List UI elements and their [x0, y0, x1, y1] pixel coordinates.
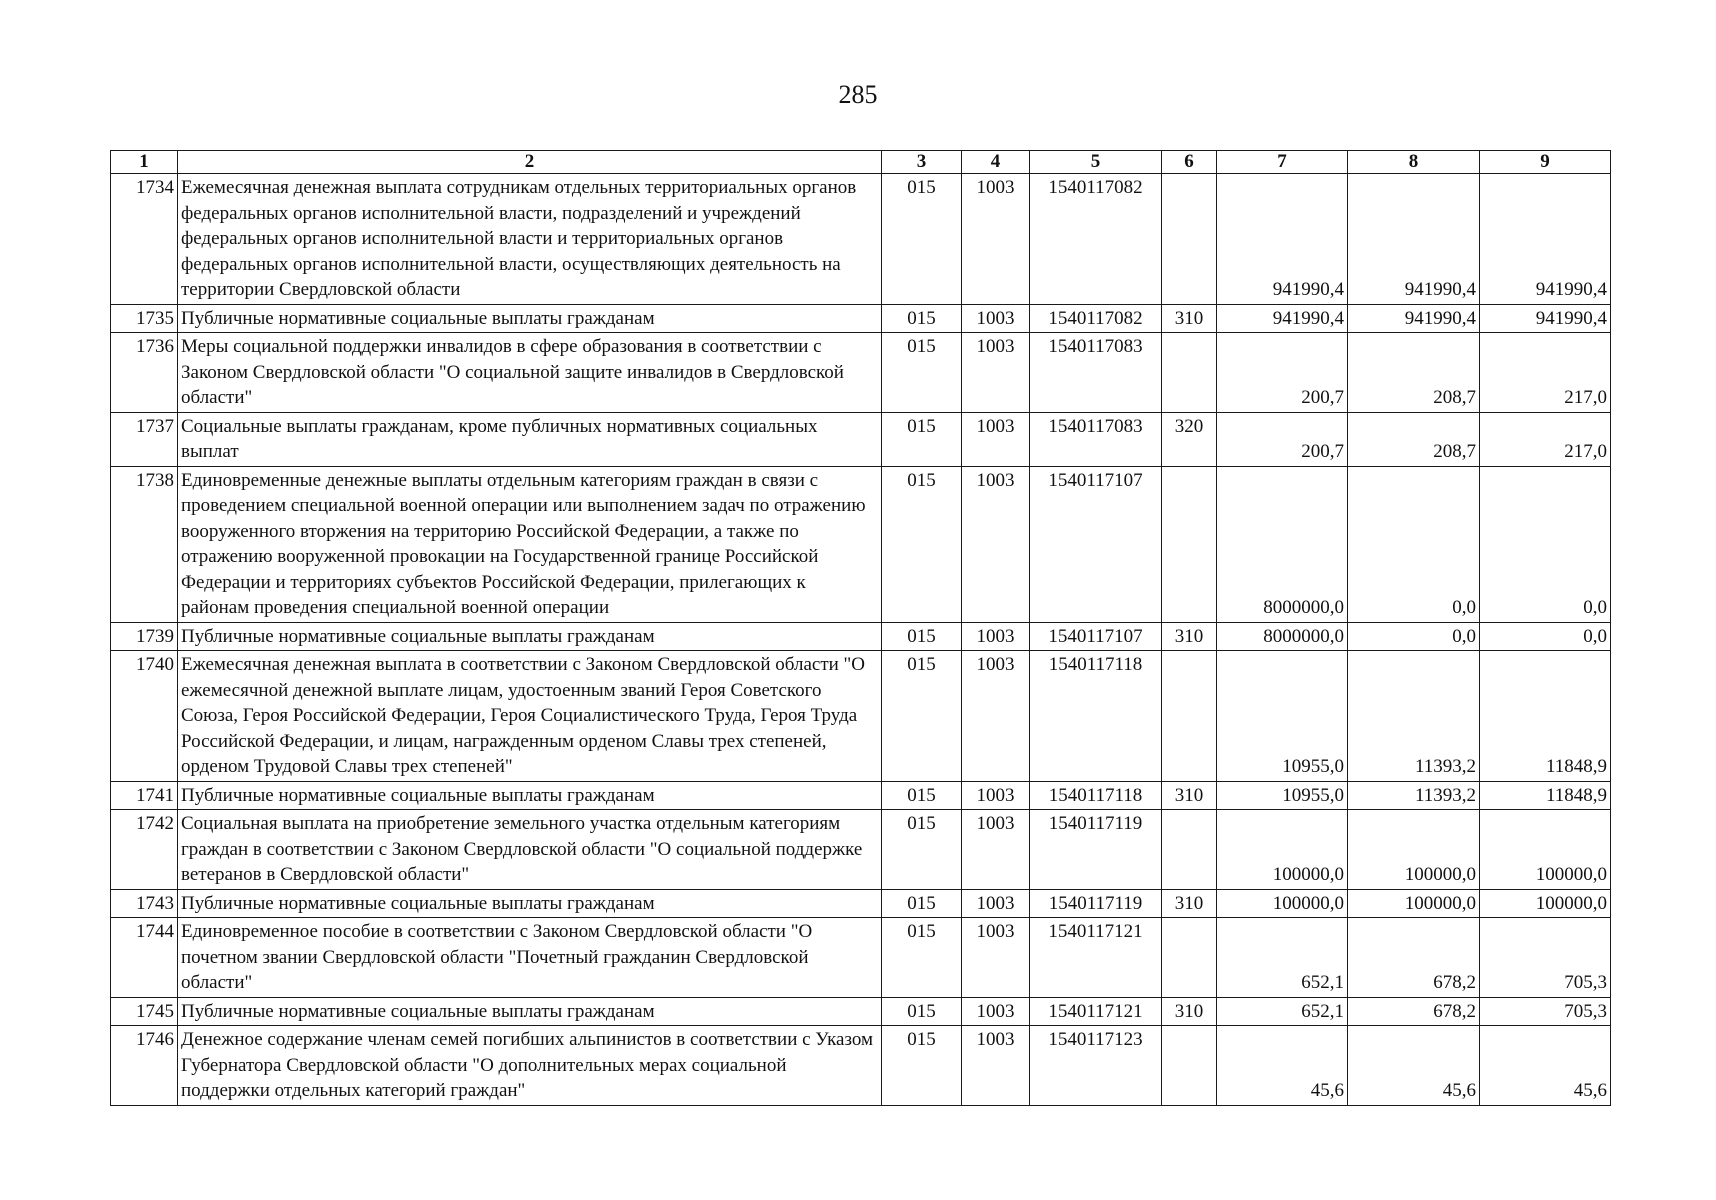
row-number-cell: 1737 — [111, 412, 178, 466]
amount-col7-cell: 200,7 — [1217, 333, 1348, 413]
row-number-cell: 1735 — [111, 304, 178, 333]
target-article-cell: 1540117123 — [1030, 1026, 1162, 1106]
target-article-cell: 1540117118 — [1030, 781, 1162, 810]
amount-col8-cell: 208,7 — [1348, 333, 1480, 413]
section-code-cell: 1003 — [962, 622, 1030, 651]
section-code-cell: 1003 — [962, 333, 1030, 413]
row-name-cell: Публичные нормативные социальные выплаты гражданам — [178, 622, 882, 651]
table-row — [111, 1026, 1611, 1106]
section-code-cell: 1003 — [962, 889, 1030, 918]
expense-type-cell: 310 — [1162, 781, 1217, 810]
column-header: 5 — [1030, 151, 1162, 174]
amount-col9-cell: 705,3 — [1480, 997, 1611, 1026]
row-number-cell: 1736 — [111, 333, 178, 413]
section-code-cell: 1003 — [962, 810, 1030, 890]
table-row — [111, 997, 1611, 1026]
ministry-code-cell: 015 — [882, 918, 962, 998]
target-article-cell: 1540117082 — [1030, 304, 1162, 333]
table-row — [111, 918, 1611, 998]
section-code-cell: 1003 — [962, 304, 1030, 333]
expense-type-cell — [1162, 918, 1217, 998]
section-code-cell: 1003 — [962, 781, 1030, 810]
row-name-cell: Ежемесячная денежная выплата в соответствии с Законом Свердловской области "О ежемесячной денежной выплате лицам, удостоенным званий Героя Советского Союза, Героя Российской Федерации, Героя Социалистического Труда, Героя Труда Российской Федерации, и лицам, награжденным орденом Славы трех степеней, орденом Трудовой Славы трех степеней" — [178, 651, 882, 782]
ministry-code-cell: 015 — [882, 889, 962, 918]
ministry-code-cell: 015 — [882, 304, 962, 333]
ministry-code-cell: 015 — [882, 997, 962, 1026]
section-code-cell: 1003 — [962, 997, 1030, 1026]
budget-table — [110, 150, 1611, 1106]
target-article-cell: 1540117107 — [1030, 466, 1162, 622]
amount-col9-cell: 11848,9 — [1480, 651, 1611, 782]
table-body — [111, 174, 1611, 1106]
expense-type-cell: 320 — [1162, 412, 1217, 466]
amount-col9-cell: 941990,4 — [1480, 174, 1611, 305]
row-number-cell: 1745 — [111, 997, 178, 1026]
row-name-cell: Ежемесячная денежная выплата сотрудникам отдельных территориальных органов федеральных органов исполнительной власти, подразделений и учреждений федеральных органов исполнительной власти и территориальных органов федеральных органов исполнительной власти, осуществляющих деятельность на территории Свердловской области — [178, 174, 882, 305]
amount-col9-cell: 941990,4 — [1480, 304, 1611, 333]
amount-col7-cell: 10955,0 — [1217, 651, 1348, 782]
amount-col9-cell: 100000,0 — [1480, 810, 1611, 890]
expense-type-cell — [1162, 1026, 1217, 1106]
amount-col7-cell: 100000,0 — [1217, 810, 1348, 890]
row-number-cell: 1734 — [111, 174, 178, 305]
column-header: 9 — [1480, 151, 1611, 174]
amount-col9-cell: 45,6 — [1480, 1026, 1611, 1106]
target-article-cell: 1540117121 — [1030, 997, 1162, 1026]
header-row — [111, 151, 1611, 174]
row-number-cell: 1744 — [111, 918, 178, 998]
expense-type-cell — [1162, 466, 1217, 622]
amount-col8-cell: 11393,2 — [1348, 781, 1480, 810]
row-name-cell: Социальные выплаты гражданам, кроме публичных нормативных социальных выплат — [178, 412, 882, 466]
row-number-cell: 1743 — [111, 889, 178, 918]
page-number: 285 — [838, 80, 878, 109]
section-code-cell: 1003 — [962, 412, 1030, 466]
table-row — [111, 412, 1611, 466]
column-header: 1 — [111, 151, 178, 174]
section-code-cell: 1003 — [962, 174, 1030, 305]
amount-col7-cell: 100000,0 — [1217, 889, 1348, 918]
amount-col7-cell: 8000000,0 — [1217, 622, 1348, 651]
amount-col7-cell: 941990,4 — [1217, 174, 1348, 305]
row-number-cell: 1746 — [111, 1026, 178, 1106]
target-article-cell: 1540117119 — [1030, 889, 1162, 918]
table-row — [111, 889, 1611, 918]
amount-col9-cell: 217,0 — [1480, 333, 1611, 413]
column-header: 6 — [1162, 151, 1217, 174]
amount-col8-cell: 100000,0 — [1348, 810, 1480, 890]
amount-col7-cell: 8000000,0 — [1217, 466, 1348, 622]
ministry-code-cell: 015 — [882, 1026, 962, 1106]
row-number-cell: 1742 — [111, 810, 178, 890]
amount-col8-cell: 678,2 — [1348, 918, 1480, 998]
amount-col8-cell: 100000,0 — [1348, 889, 1480, 918]
ministry-code-cell: 015 — [882, 466, 962, 622]
section-code-cell: 1003 — [962, 466, 1030, 622]
row-number-cell: 1738 — [111, 466, 178, 622]
target-article-cell: 1540117083 — [1030, 412, 1162, 466]
column-header: 2 — [178, 151, 882, 174]
column-header: 7 — [1217, 151, 1348, 174]
row-name-cell: Денежное содержание членам семей погибших альпинистов в соответствии с Указом Губернатора Свердловской области "О дополнительных мерах социальной поддержки отдельных категорий граждан" — [178, 1026, 882, 1106]
ministry-code-cell: 015 — [882, 651, 962, 782]
row-name-cell: Меры социальной поддержки инвалидов в сфере образования в соответствии с Законом Свердловской области "О социальной защите инвалидов в Свердловской области" — [178, 333, 882, 413]
amount-col7-cell: 941990,4 — [1217, 304, 1348, 333]
amount-col7-cell: 10955,0 — [1217, 781, 1348, 810]
expense-type-cell — [1162, 333, 1217, 413]
expense-type-cell: 310 — [1162, 889, 1217, 918]
expense-type-cell — [1162, 651, 1217, 782]
row-name-cell: Публичные нормативные социальные выплаты гражданам — [178, 889, 882, 918]
section-code-cell: 1003 — [962, 1026, 1030, 1106]
row-number-cell: 1741 — [111, 781, 178, 810]
expense-type-cell — [1162, 174, 1217, 305]
amount-col7-cell: 652,1 — [1217, 997, 1348, 1026]
section-code-cell: 1003 — [962, 918, 1030, 998]
row-name-cell: Публичные нормативные социальные выплаты гражданам — [178, 781, 882, 810]
amount-col9-cell: 11848,9 — [1480, 781, 1611, 810]
amount-col9-cell: 705,3 — [1480, 918, 1611, 998]
ministry-code-cell: 015 — [882, 174, 962, 305]
table-row — [111, 781, 1611, 810]
amount-col9-cell: 0,0 — [1480, 622, 1611, 651]
ministry-code-cell: 015 — [882, 810, 962, 890]
column-header: 4 — [962, 151, 1030, 174]
table-row — [111, 174, 1611, 305]
amount-col8-cell: 941990,4 — [1348, 174, 1480, 305]
row-name-cell: Публичные нормативные социальные выплаты гражданам — [178, 997, 882, 1026]
amount-col9-cell: 0,0 — [1480, 466, 1611, 622]
target-article-cell: 1540117118 — [1030, 651, 1162, 782]
amount-col7-cell: 652,1 — [1217, 918, 1348, 998]
table-row — [111, 810, 1611, 890]
target-article-cell: 1540117107 — [1030, 622, 1162, 651]
section-code-cell: 1003 — [962, 651, 1030, 782]
expense-type-cell — [1162, 810, 1217, 890]
ministry-code-cell: 015 — [882, 412, 962, 466]
row-name-cell: Публичные нормативные социальные выплаты гражданам — [178, 304, 882, 333]
amount-col8-cell: 678,2 — [1348, 997, 1480, 1026]
amount-col9-cell: 217,0 — [1480, 412, 1611, 466]
table-row — [111, 651, 1611, 782]
target-article-cell: 1540117082 — [1030, 174, 1162, 305]
ministry-code-cell: 015 — [882, 333, 962, 413]
expense-type-cell: 310 — [1162, 997, 1217, 1026]
expense-type-cell: 310 — [1162, 304, 1217, 333]
amount-col8-cell: 0,0 — [1348, 466, 1480, 622]
column-header: 3 — [882, 151, 962, 174]
ministry-code-cell: 015 — [882, 781, 962, 810]
expense-type-cell: 310 — [1162, 622, 1217, 651]
row-name-cell: Социальная выплата на приобретение земельного участка отдельным категориям граждан в соответствии с Законом Свердловской области "О социальной поддержке ветеранов в Свердловской области" — [178, 810, 882, 890]
amount-col8-cell: 208,7 — [1348, 412, 1480, 466]
row-number-cell: 1740 — [111, 651, 178, 782]
row-name-cell: Единовременные денежные выплаты отдельным категориям граждан в связи с проведением специальной военной операции или выполнением задач по отражению вооруженного вторжения на территорию Российской Федерации, а также по отражению вооруженной провокации на Государственной границе Российской Федерации и территориях субъектов Российской Федерации, прилегающих к районам проведения специальной военной операции — [178, 466, 882, 622]
row-name-cell: Единовременное пособие в соответствии с Законом Свердловской области "О почетном звании Свердловской области "Почетный гражданин Свердловской области" — [178, 918, 882, 998]
amount-col8-cell: 45,6 — [1348, 1026, 1480, 1106]
amount-col7-cell: 45,6 — [1217, 1026, 1348, 1106]
amount-col9-cell: 100000,0 — [1480, 889, 1611, 918]
table-row — [111, 466, 1611, 622]
target-article-cell: 1540117119 — [1030, 810, 1162, 890]
table-row — [111, 622, 1611, 651]
amount-col8-cell: 0,0 — [1348, 622, 1480, 651]
ministry-code-cell: 015 — [882, 622, 962, 651]
table-row — [111, 304, 1611, 333]
target-article-cell: 1540117083 — [1030, 333, 1162, 413]
target-article-cell: 1540117121 — [1030, 918, 1162, 998]
column-header: 8 — [1348, 151, 1480, 174]
amount-col8-cell: 941990,4 — [1348, 304, 1480, 333]
table-row — [111, 333, 1611, 413]
amount-col7-cell: 200,7 — [1217, 412, 1348, 466]
amount-col8-cell: 11393,2 — [1348, 651, 1480, 782]
row-number-cell: 1739 — [111, 622, 178, 651]
